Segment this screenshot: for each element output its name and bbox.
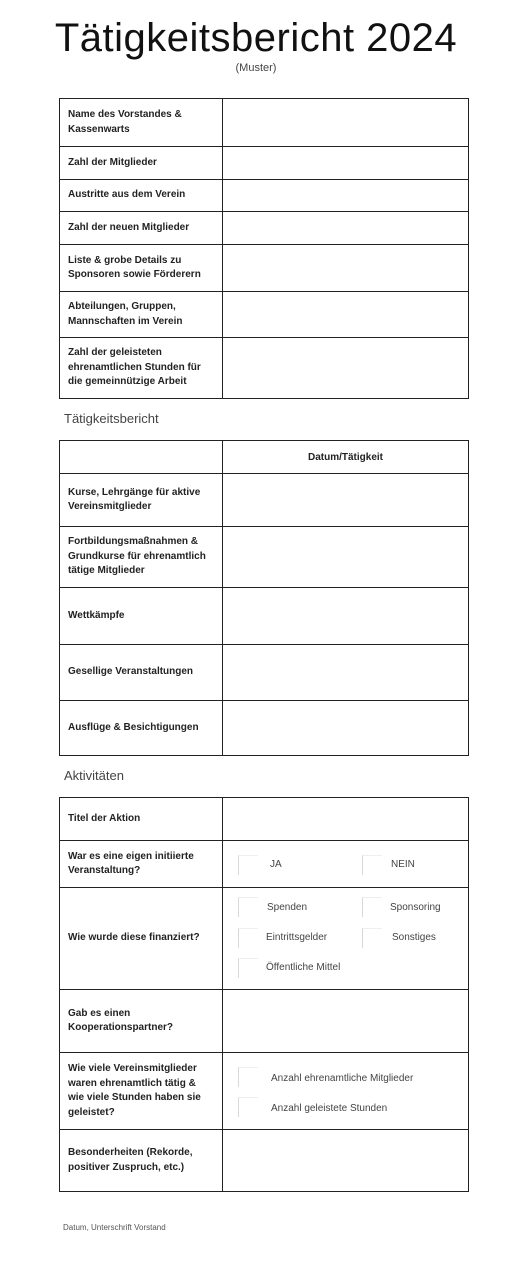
table-row: [60, 701, 469, 756]
anzahl-stunden-label: Anzahl geleistete Stunden: [271, 1103, 388, 1114]
row-label: Abteilungen, Gruppen, Mannschaften im Verein: [60, 292, 223, 338]
spenden-checkbox[interactable]: [238, 897, 258, 917]
table-row: [60, 212, 469, 245]
row-label: Zahl der neuen Mitglieder: [60, 212, 223, 245]
section-heading-aktivitaeten: Aktivitäten: [64, 768, 124, 783]
row-value-field[interactable]: [223, 645, 469, 701]
page-subtitle: (Muster): [235, 62, 277, 74]
row-value-field[interactable]: [223, 338, 469, 399]
sponsoring-label: Sponsoring: [390, 902, 441, 913]
mitglieder-stunden-fields: [223, 1053, 469, 1130]
table-row: [60, 180, 469, 212]
row-label-kooperation: Gab es einen Kooperationspartner?: [60, 990, 223, 1053]
row-value-field[interactable]: [223, 588, 469, 645]
table-header-row: [60, 441, 469, 474]
anzahl-stunden-input[interactable]: [238, 1097, 258, 1117]
anzahl-mitglieder-label: Anzahl ehrenamtliche Mitglieder: [271, 1073, 414, 1084]
row-label: Zahl der geleisteten ehrenamtlichen Stunden für die gemeinnützige Arbeit: [60, 338, 223, 399]
table-row: [60, 474, 469, 527]
row-label: Zahl der Mitglieder: [60, 147, 223, 180]
kooperation-field[interactable]: [223, 990, 469, 1053]
row-value-field[interactable]: [223, 701, 469, 756]
sonstiges-label: Sonstiges: [392, 932, 436, 943]
row-label: Austritte aus dem Verein: [60, 180, 223, 212]
column-header-datum: Datum/Tätigkeit: [223, 441, 469, 474]
signature-caption: Datum, Unterschrift Vorstand: [63, 1223, 166, 1232]
anzahl-mitglieder-input[interactable]: [238, 1067, 258, 1087]
row-label: Ausflüge & Besichtigungen: [60, 701, 223, 756]
eintrittsgelder-checkbox[interactable]: [238, 928, 258, 948]
besonderheiten-field[interactable]: [223, 1130, 469, 1192]
header-empty-cell: [60, 441, 223, 474]
row-label-finanziert: Wie wurde diese finanziert?: [60, 888, 223, 990]
table-row: [60, 245, 469, 292]
row-value-field[interactable]: [223, 245, 469, 292]
table-row: [60, 990, 469, 1053]
row-value-field[interactable]: [223, 527, 469, 588]
row-label: Gesellige Veranstaltungen: [60, 645, 223, 701]
row-label: Kurse, Lehrgänge für aktive Vereinsmitglieder: [60, 474, 223, 527]
eigen-options: [223, 841, 469, 888]
eintrittsgelder-label: Eintrittsgelder: [266, 932, 328, 943]
row-value-field[interactable]: [223, 212, 469, 245]
titel-field[interactable]: [223, 798, 469, 841]
table-row: [60, 798, 469, 841]
table-row: [60, 888, 469, 990]
oeffentliche-mittel-label: Öffentliche Mittel: [266, 962, 341, 973]
row-label: Name des Vorstandes & Kassenwarts: [60, 99, 223, 147]
table-row: [60, 841, 469, 888]
row-value-field[interactable]: [223, 474, 469, 527]
row-value-field[interactable]: [223, 99, 469, 147]
page-title: Tätigkeitsbericht 2024: [54, 16, 458, 60]
row-value-field[interactable]: [223, 180, 469, 212]
finanzierung-options: [223, 888, 469, 990]
ja-checkbox[interactable]: [238, 855, 258, 875]
table-row: [60, 1130, 469, 1192]
table-row: [60, 1053, 469, 1130]
spenden-label: Spenden: [267, 902, 308, 913]
section-heading-taetigkeitsbericht: Tätigkeitsbericht: [64, 411, 159, 426]
nein-label: NEIN: [391, 859, 415, 870]
row-label-eigen: War es eine eigen initiierte Veranstaltung?: [60, 841, 223, 888]
oeffentliche-mittel-checkbox[interactable]: [238, 958, 258, 978]
row-label: Fortbildungsmaßnahmen & Grundkurse für ehrenamtlich tätige Mitglieder: [60, 527, 223, 588]
row-label: Liste & grobe Details zu Sponsoren sowie Förderern: [60, 245, 223, 292]
table-row: [60, 99, 469, 147]
table-row: [60, 147, 469, 180]
activity-report-table: [59, 440, 469, 756]
activities-table: [59, 797, 469, 1192]
table-row: [60, 527, 469, 588]
ja-label: JA: [270, 859, 282, 870]
table-row: [60, 338, 469, 399]
row-label-mitglieder: Wie viele Vereinsmitglieder waren ehrenamtlich tätig & wie viele Stunden haben sie geleistet?: [60, 1053, 223, 1130]
general-info-table: [59, 98, 469, 399]
row-label-besonderheiten: Besonderheiten (Rekorde, positiver Zuspruch, etc.): [60, 1130, 223, 1192]
table-row: [60, 645, 469, 701]
row-value-field[interactable]: [223, 147, 469, 180]
row-label: Wettkämpfe: [60, 588, 223, 645]
row-label-titel: Titel der Aktion: [60, 798, 223, 841]
sponsoring-checkbox[interactable]: [362, 897, 382, 917]
table-row: [60, 292, 469, 338]
nein-checkbox[interactable]: [362, 855, 382, 875]
sonstiges-checkbox[interactable]: [362, 928, 382, 948]
row-value-field[interactable]: [223, 292, 469, 338]
table-row: [60, 588, 469, 645]
